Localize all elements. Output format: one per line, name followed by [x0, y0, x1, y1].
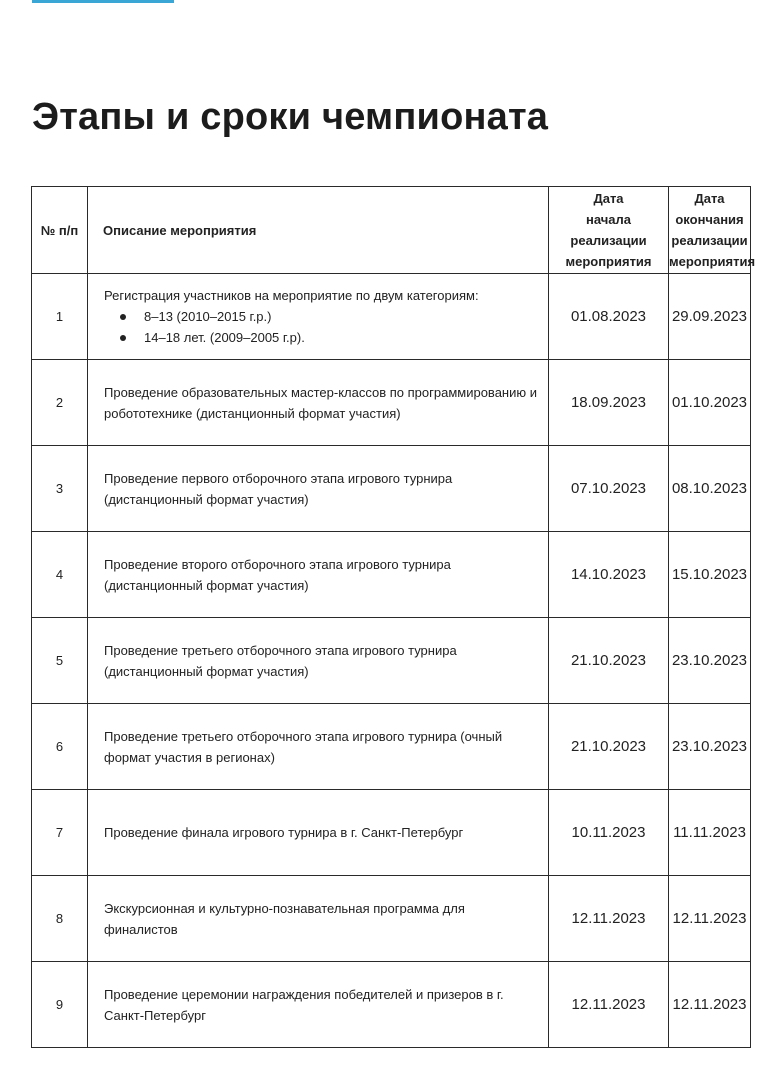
row-start-date: 12.11.2023 [549, 876, 669, 962]
row-start-date: 21.10.2023 [549, 618, 669, 704]
header-start-line2: начала [585, 212, 632, 227]
header-description: Описание мероприятия [88, 187, 549, 274]
table-header-row [32, 187, 751, 274]
row-num: 7 [32, 790, 88, 876]
schedule-table [31, 186, 756, 1048]
row-end-date: 08.10.2023 [669, 446, 751, 532]
table-row [32, 274, 751, 360]
row-description: Проведение образовательных мастер-классов по программированию и робототехнике (дистанционный формат участия) [88, 360, 549, 446]
row-end-date: 11.11.2023 [669, 790, 751, 876]
row-num: 3 [32, 446, 88, 532]
header-start-line3: реализации [570, 233, 647, 248]
header-end-line3: реализации [671, 233, 748, 248]
row-start-date: 10.11.2023 [549, 790, 669, 876]
header-end-line4: мероприятия [669, 254, 756, 269]
row-end-date: 23.10.2023 [669, 704, 751, 790]
row-num: 2 [32, 360, 88, 446]
row-description: Проведение церемонии награждения победителей и призеров в г. Санкт-Петербург [88, 962, 549, 1048]
row-end-date: 01.10.2023 [669, 360, 751, 446]
row-start-date: 12.11.2023 [549, 962, 669, 1048]
row-start-date: 21.10.2023 [549, 704, 669, 790]
row-end-date: 12.11.2023 [669, 876, 751, 962]
table-row [32, 790, 751, 876]
row-end-date: 29.09.2023 [669, 274, 751, 360]
header-start-line4: мероприятия [565, 254, 652, 269]
table-row [32, 876, 751, 962]
category-list [104, 306, 540, 348]
header-end-line1: Дата [694, 191, 725, 206]
row-end-date: 12.11.2023 [669, 962, 751, 1048]
row-num: 1 [32, 274, 88, 360]
table-row [32, 446, 751, 532]
row-description-text: Регистрация участников на мероприятие по двум категориям: [104, 288, 479, 303]
row-start-date: 07.10.2023 [549, 446, 669, 532]
row-start-date: 18.09.2023 [549, 360, 669, 446]
table-row [32, 704, 751, 790]
table-row [32, 618, 751, 704]
row-end-date: 15.10.2023 [669, 532, 751, 618]
top-accent-bar [32, 0, 174, 3]
row-description [88, 274, 549, 360]
table-row [32, 532, 751, 618]
header-num: № п/п [32, 187, 88, 274]
row-description: Экскурсионная и культурно-познавательная программа для финалистов [88, 876, 549, 962]
category-item: 8–13 (2010–2015 г.р.) [118, 306, 540, 327]
row-num: 5 [32, 618, 88, 704]
category-item: 14–18 лет. (2009–2005 г.р). [118, 327, 540, 348]
row-start-date: 14.10.2023 [549, 532, 669, 618]
row-description: Проведение третьего отборочного этапа игрового турнира (дистанционный формат участия) [88, 618, 549, 704]
row-description: Проведение второго отборочного этапа игрового турнира (дистанционный формат участия) [88, 532, 549, 618]
row-num: 9 [32, 962, 88, 1048]
row-num: 6 [32, 704, 88, 790]
row-description: Проведение финала игрового турнира в г. Санкт-Петербург [88, 790, 549, 876]
header-end-line2: окончания [675, 212, 744, 227]
header-start-line1: Дата [593, 191, 624, 206]
header-end-date [669, 187, 756, 274]
header-start-date [549, 187, 669, 274]
row-num: 4 [32, 532, 88, 618]
row-description: Проведение первого отборочного этапа игрового турнира (дистанционный формат участия) [88, 446, 549, 532]
table-row [32, 360, 751, 446]
row-description: Проведение третьего отборочного этапа игрового турнира (очный формат участия в регионах) [88, 704, 549, 790]
row-start-date: 01.08.2023 [549, 274, 669, 360]
row-num: 8 [32, 876, 88, 962]
row-end-date: 23.10.2023 [669, 618, 751, 704]
table-row [32, 962, 751, 1048]
page-title: Этапы и сроки чемпионата [32, 96, 549, 138]
